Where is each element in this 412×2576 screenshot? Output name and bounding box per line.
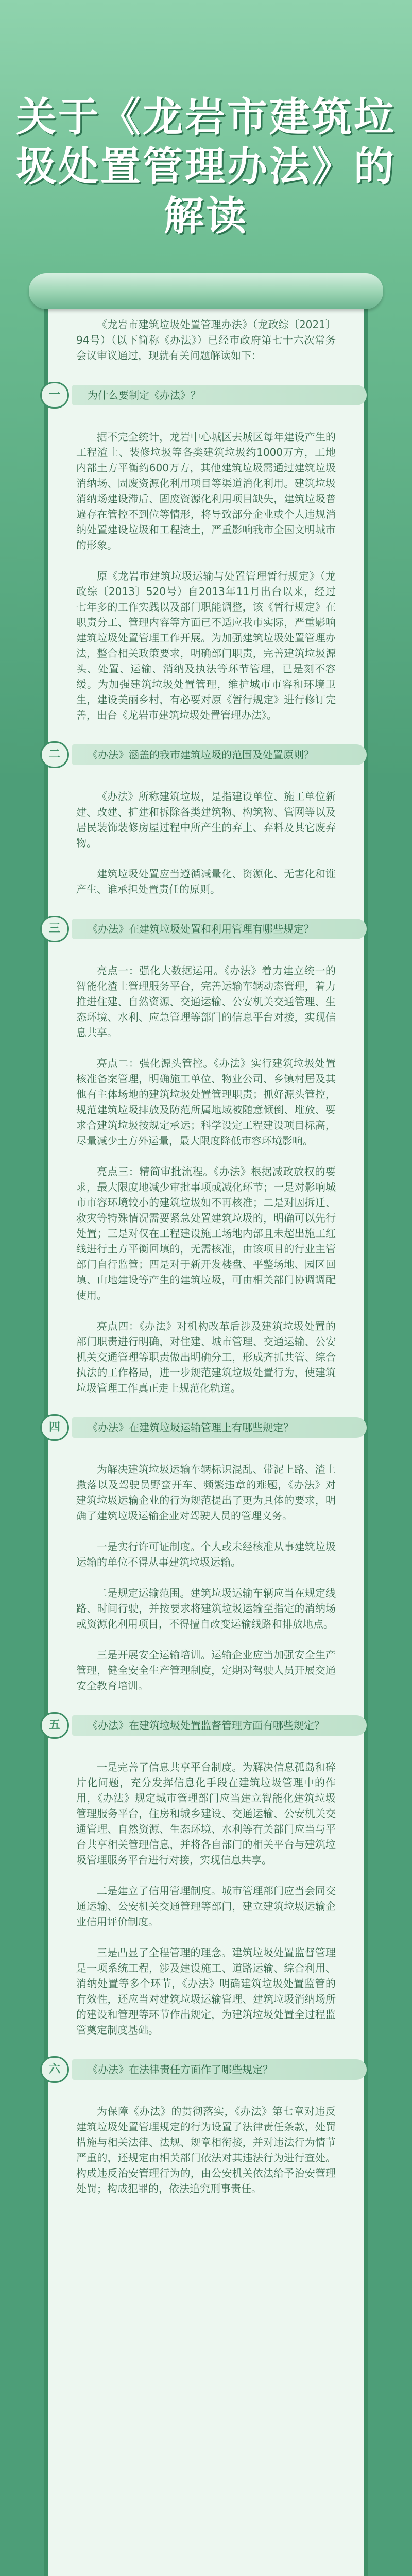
- section-header-4: [40, 1414, 364, 1441]
- section-3-paragraph-2: 亮点二：强化源头管控。《办法》实行建筑垃圾处置核准备案管理，明确施工单位、物业公司、乡镇村居及其他有主体场地的建筑垃圾处置管理职责；抓好源头管控，规范建筑垃圾排放及防范所属地域被随意倾倒、堆放、要求合建筑垃圾按规定承运；科学设定工程建设项目标高，尽量减少土方外运量，最大限度降低市容环境影响。: [76, 1057, 336, 1147]
- section-3-paragraph-3: 亮点三：精简审批流程。《办法》根据减政放权的要求，最大限度地减少审批事项或减化环节；一是对影响城市市容环境较小的建筑垃圾如不再核准；二是对因拆迁、救灾等特殊情况需要紧急处置建筑垃圾的，明确可以先行处置；三是对仅在工程建设施工场地内部且未超出施工红线进行土方平衡回填的，无需核准，由该项目的行业主管部门自行监管；四是对于新开发楼盘、平整场地、园区回填、山地建设等产生的建筑垃圾，可由相关部门协调调配使用。: [76, 1165, 336, 1301]
- section-5-paragraph-1: 一是完善了信息共享平台制度。为解决信息孤岛和碎片化问题，充分发挥信息化手段在建筑垃圾管理中的作用，《办法》规定城市管理部门应当建立智能化建筑垃圾管理服务平台，住房和城乡建设、交通运输、公安机关交通管理、自然资源、生态环境、水利等有关部门应当与平台共享相关管理信息，并将各自部门的相关平台与建筑垃圾管理服务平台进行对接，实现信息共享。: [76, 1761, 336, 1866]
- section-heading: 《办法》在法律责任方面作了哪些规定？: [72, 2059, 367, 2080]
- section-header-5: [40, 1712, 364, 1739]
- title-line-3: 解读: [163, 193, 248, 240]
- section-4-paragraph-2: 一是实行许可证制度。个人或未经核准从事建筑垃圾运输的单位不得从事建筑垃圾运输。: [76, 1540, 336, 1568]
- section-number-badge: 六: [40, 2056, 69, 2083]
- section-2-paragraph-1: 《办法》所称建筑垃圾，是指建设单位、施工单位新建、改建、扩建和拆除各类建筑物、构筑物、管网等以及居民装饰装修房屋过程中所产生的弃土、弃料及其它废弃物。: [76, 790, 336, 849]
- page-title: [0, 93, 412, 241]
- section-heading: 《办法》在建筑垃圾处置监督管理方面有哪些规定？: [72, 1715, 367, 1736]
- section-header-2: [40, 741, 364, 768]
- section-number-badge: 四: [40, 1414, 69, 1441]
- scroll-roller-top: [29, 273, 383, 309]
- scroll-paper: [44, 296, 368, 2576]
- section-3-paragraph-1: 亮点一：强化大数据运用。《办法》着力建立统一的智能化渣土管理服务平台，完善运输车辆动态管理，着力推进住建、自然资源、交通运输、公安机关交通管理、生态环境、水利、应急管理等部门的信息平台对接，实现信息共享。: [76, 964, 336, 1039]
- section-heading: 《办法》涵盖的我市建筑垃圾的范围及处置原则？: [72, 744, 367, 765]
- section-1-paragraph-2: 原《龙岩市建筑垃圾运输与处置管理暂行规定》（龙政综〔2013〕520号）自2013年11月出台以来，经过七年多的工作实践以及部门职能调整，该《暂行规定》在职责分工、管理内容等方面已不适应我市实际，严重影响建筑垃圾处置管理工作开展。为加强建筑垃圾处置管理办法，整合相关政策要求，明确部门职责，完善建筑垃圾源头、处置、运输、消纳及执法等环节管理，已是刻不容缓。为加强建筑垃圾处置管理，维护城市市容和环境卫生，建设美丽乡村，有必要对原《暂行规定》进行修订完善，出台《龙岩市建筑垃圾处置管理办法》。: [76, 570, 336, 721]
- section-5-paragraph-3: 三是凸显了全程管理的理念。建筑垃圾处置监督管理是一项系统工程，涉及建设施工、道路运输、综合利用、消纳处置等多个环节，《办法》明确建筑垃圾处置监管的有效性，还应当对建筑垃圾运输管理、建筑垃圾消纳场所的建设和管理等环节作出规定，为建筑垃圾处置全过程监管奠定制度基础。: [76, 1946, 336, 2036]
- section-header-3: [40, 916, 364, 942]
- section-3-paragraph-4: 亮点四：《办法》对机构改革后涉及建筑垃圾处置的部门职责进行明确，对住建、城市管理、交通运输、公安机关交通管理等职责做出明确分工，形成齐抓共管、综合执法的工作格局，进一步规范建筑垃圾处置行为，使建筑垃圾管理工作真正走上规范化轨道。: [76, 1320, 336, 1394]
- section-number-badge: 二: [40, 741, 69, 768]
- section-number-badge: 三: [40, 916, 69, 942]
- section-heading: 《办法》在建筑垃圾运输管理上有哪些规定？: [72, 1417, 367, 1438]
- title-line-1: 关于《龙岩市建筑垃: [15, 94, 396, 141]
- title-line-2: 圾处置管理办法》的: [15, 144, 396, 190]
- section-1-paragraph-1: 据不完全统计，龙岩中心城区去城区每年建设产生的工程渣土、装修垃圾等各类建筑垃圾约1000万方，工地内部土方平衡约600万方，其他建筑垃圾需通过建筑垃圾消纳场、固废资源化利用项目等渠道消化利用。建筑垃圾消纳场建设滞后、固废资源化利用项目缺失，建筑垃圾普遍存在管控不到位等情形，将导致部分企业或个人违规消纳处置建设垃圾和工程渣土，严重影响我市全国文明城市的形象。: [76, 431, 336, 551]
- section-number-badge: 五: [40, 1712, 69, 1739]
- section-6-paragraph-1: 为保障《办法》的贯彻落实，《办法》第七章对违反建筑垃圾处置管理规定的行为设置了法律责任条款，处罚措施与相关法律、法规、规章相衔接，并对违法行为情节严重的，还规定由相关部门依法对其违法行为进行查处。构成违反治安管理行为的，由公安机关依法给予治安管理处罚；构成犯罪的，依法追究刑事责任。: [76, 2105, 336, 2195]
- intro-paragraph: 《龙岩市建筑垃圾处置管理办法》（龙政综〔2021〕94号）（以下简称《办法》）已经市政府第七十六次常务会议审议通过，现就有关问题解读如下：: [76, 318, 336, 362]
- section-heading: 《办法》在建筑垃圾处置和利用管理有哪些规定？: [72, 919, 367, 939]
- section-4-paragraph-3: 二是规定运输范围。建筑垃圾运输车辆应当在规定线路、时间行驶，并按要求将建筑垃圾运输至指定的消纳场或资源化利用项目，不得擅自改变运输线路和排放地点。: [76, 1587, 336, 1630]
- section-5-paragraph-2: 二是建立了信用管理制度。城市管理部门应当会同交通运输、公安机关交通管理等部门，建立建筑垃圾运输企业信用评价制度。: [76, 1885, 336, 1928]
- section-4-paragraph-4: 三是开展安全运输培训。运输企业应当加强安全生产管理，健全安全生产管理制度，定期对驾驶人员开展交通安全教育培训。: [76, 1649, 336, 1692]
- section-heading: 为什么要制定《办法》？: [72, 385, 367, 405]
- section-number-badge: 一: [40, 382, 69, 409]
- section-2-paragraph-2: 建筑垃圾处置应当遵循减量化、资源化、无害化和谁产生、谁承担处置责任的原则。: [76, 868, 336, 895]
- section-4-paragraph-1: 为解决建筑垃圾运输车辆标识混乱、带泥上路、渣土撒落以及驾驶员野蛮开车、频繁违章的难题，《办法》对建筑垃圾运输企业的行为规范提出了更为具体的要求，明确了建筑垃圾运输企业对驾驶人员的管理义务。: [76, 1463, 336, 1522]
- section-header-1: [40, 382, 364, 409]
- section-header-6: [40, 2056, 364, 2083]
